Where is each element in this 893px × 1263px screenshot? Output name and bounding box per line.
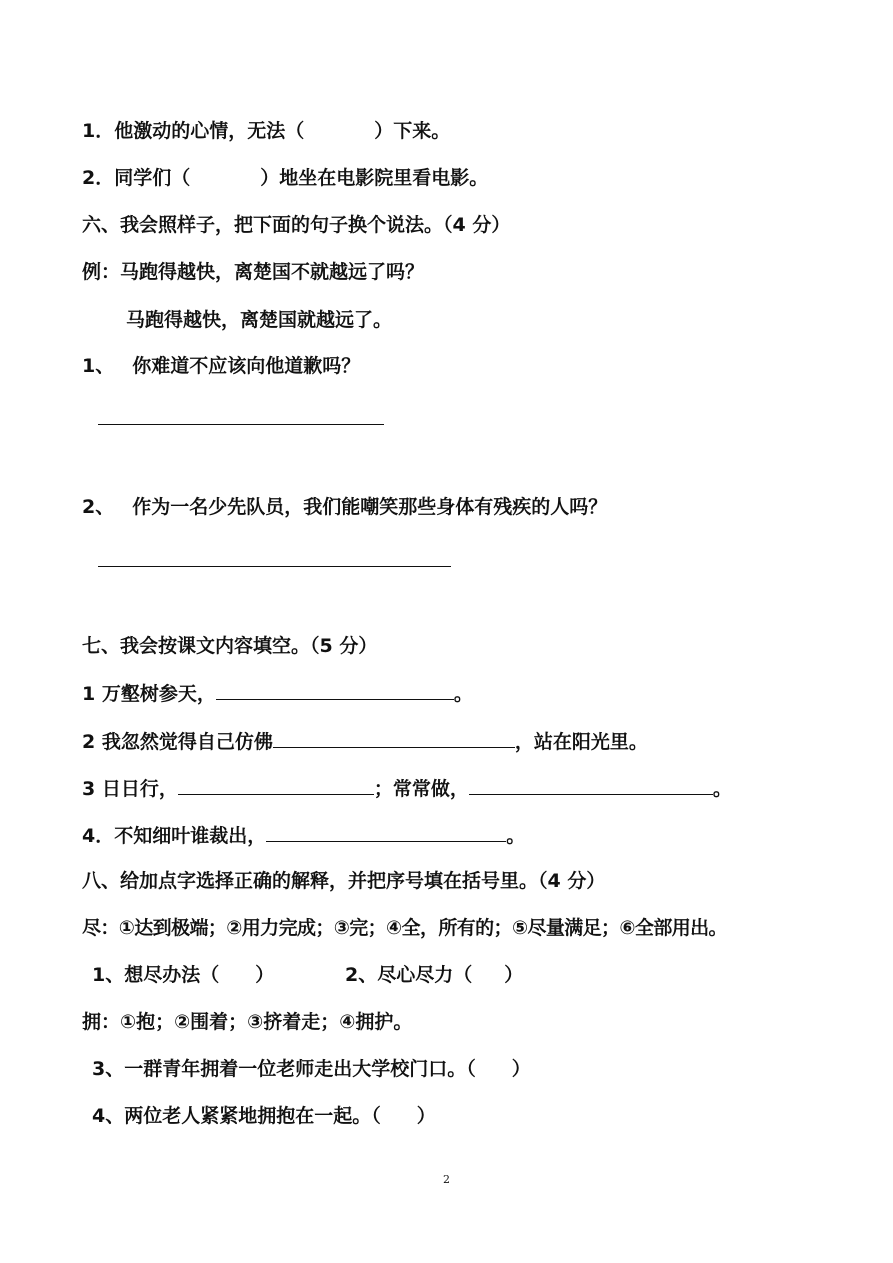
question-text: 1、想尽办法（ [92, 964, 220, 986]
question-text-pre: 他激动的心情，无法（ [114, 120, 305, 142]
fill-line-4 [82, 823, 525, 848]
section-7-heading: 七、我会按课文内容填空。（5 分） [82, 635, 378, 657]
question-text-post: ）下来。 [374, 120, 451, 142]
section-8-question-4 [92, 1104, 436, 1128]
fill-text-pre: 1 万壑树参天， [82, 683, 216, 705]
section-6-heading: 六、我会照样子，把下面的句子换个说法。（4 分） [82, 214, 511, 236]
fill-blank[interactable] [266, 823, 506, 842]
fill-blank[interactable] [216, 681, 454, 700]
example-answer: 马跑得越快，离楚国就越远了。 [126, 309, 393, 331]
question-number: 1． [82, 120, 115, 142]
section-8-question-2 [345, 963, 523, 987]
section-6-question-1 [82, 354, 360, 378]
question-text: 3、一群青年拥着一位老师走出大学校门口。（ [92, 1058, 476, 1080]
question-number: 2． [82, 167, 115, 189]
fill-line-1 [82, 681, 473, 706]
question-text: 4、两位老人紧紧地拥抱在一起。（ [92, 1105, 381, 1127]
page-number: 2 [443, 1173, 450, 1186]
example-question: 例：马跑得越快，离楚国不就越远了吗？ [82, 261, 425, 283]
fill-line-3 [82, 776, 732, 801]
fill-blank[interactable] [469, 776, 713, 795]
section-8-question-3 [92, 1057, 531, 1081]
definition-yong: 拥：①抱；②围着；③挤着走；④拥护。 [82, 1011, 413, 1033]
fill-blank[interactable] [178, 776, 374, 795]
question-close: ） [511, 1058, 531, 1080]
question-5-2 [82, 166, 488, 190]
fill-text-post: ，站在阳光里。 [514, 731, 648, 753]
section-8-question-1 [92, 963, 274, 987]
fill-line-2 [82, 729, 648, 754]
question-number: 2、 [82, 496, 115, 518]
fill-blank[interactable] [273, 729, 515, 748]
fill-text-post: 。 [453, 683, 473, 705]
fill-text-pre: 4．不知细叶谁裁出， [82, 825, 267, 847]
answer-line-2[interactable] [98, 566, 451, 567]
question-close: ） [255, 964, 275, 986]
question-5-1 [82, 119, 450, 143]
question-text: 作为一名少先队员，我们能嘲笑那些身体有残疾的人吗？ [132, 496, 608, 518]
fill-text-post: 。 [712, 778, 732, 800]
section-6-question-2 [82, 495, 607, 519]
question-text: 2、尽心尽力（ [345, 964, 473, 986]
question-text-post: ）地坐在电影院里看电影。 [260, 167, 489, 189]
fill-text-pre: 3 日日行， [82, 778, 178, 800]
fill-text-pre: 2 我忽然觉得自己仿佛 [82, 731, 273, 753]
definition-jin: 尽：①达到极端；②用力完成；③完；④全，所有的；⑤尽量满足；⑥全部用出。 [82, 917, 727, 939]
question-text-pre: 同学们（ [114, 167, 191, 189]
fill-text-post: 。 [506, 825, 526, 847]
question-close: ） [416, 1105, 436, 1127]
question-text: 你难道不应该向他道歉吗？ [132, 355, 361, 377]
section-8-heading: 八、给加点字选择正确的解释，并把序号填在括号里。（4 分） [82, 870, 606, 892]
fill-text-mid: ；常常做， [373, 778, 469, 800]
question-close: ） [504, 964, 524, 986]
answer-line-1[interactable] [98, 424, 384, 425]
question-number: 1、 [82, 355, 115, 377]
